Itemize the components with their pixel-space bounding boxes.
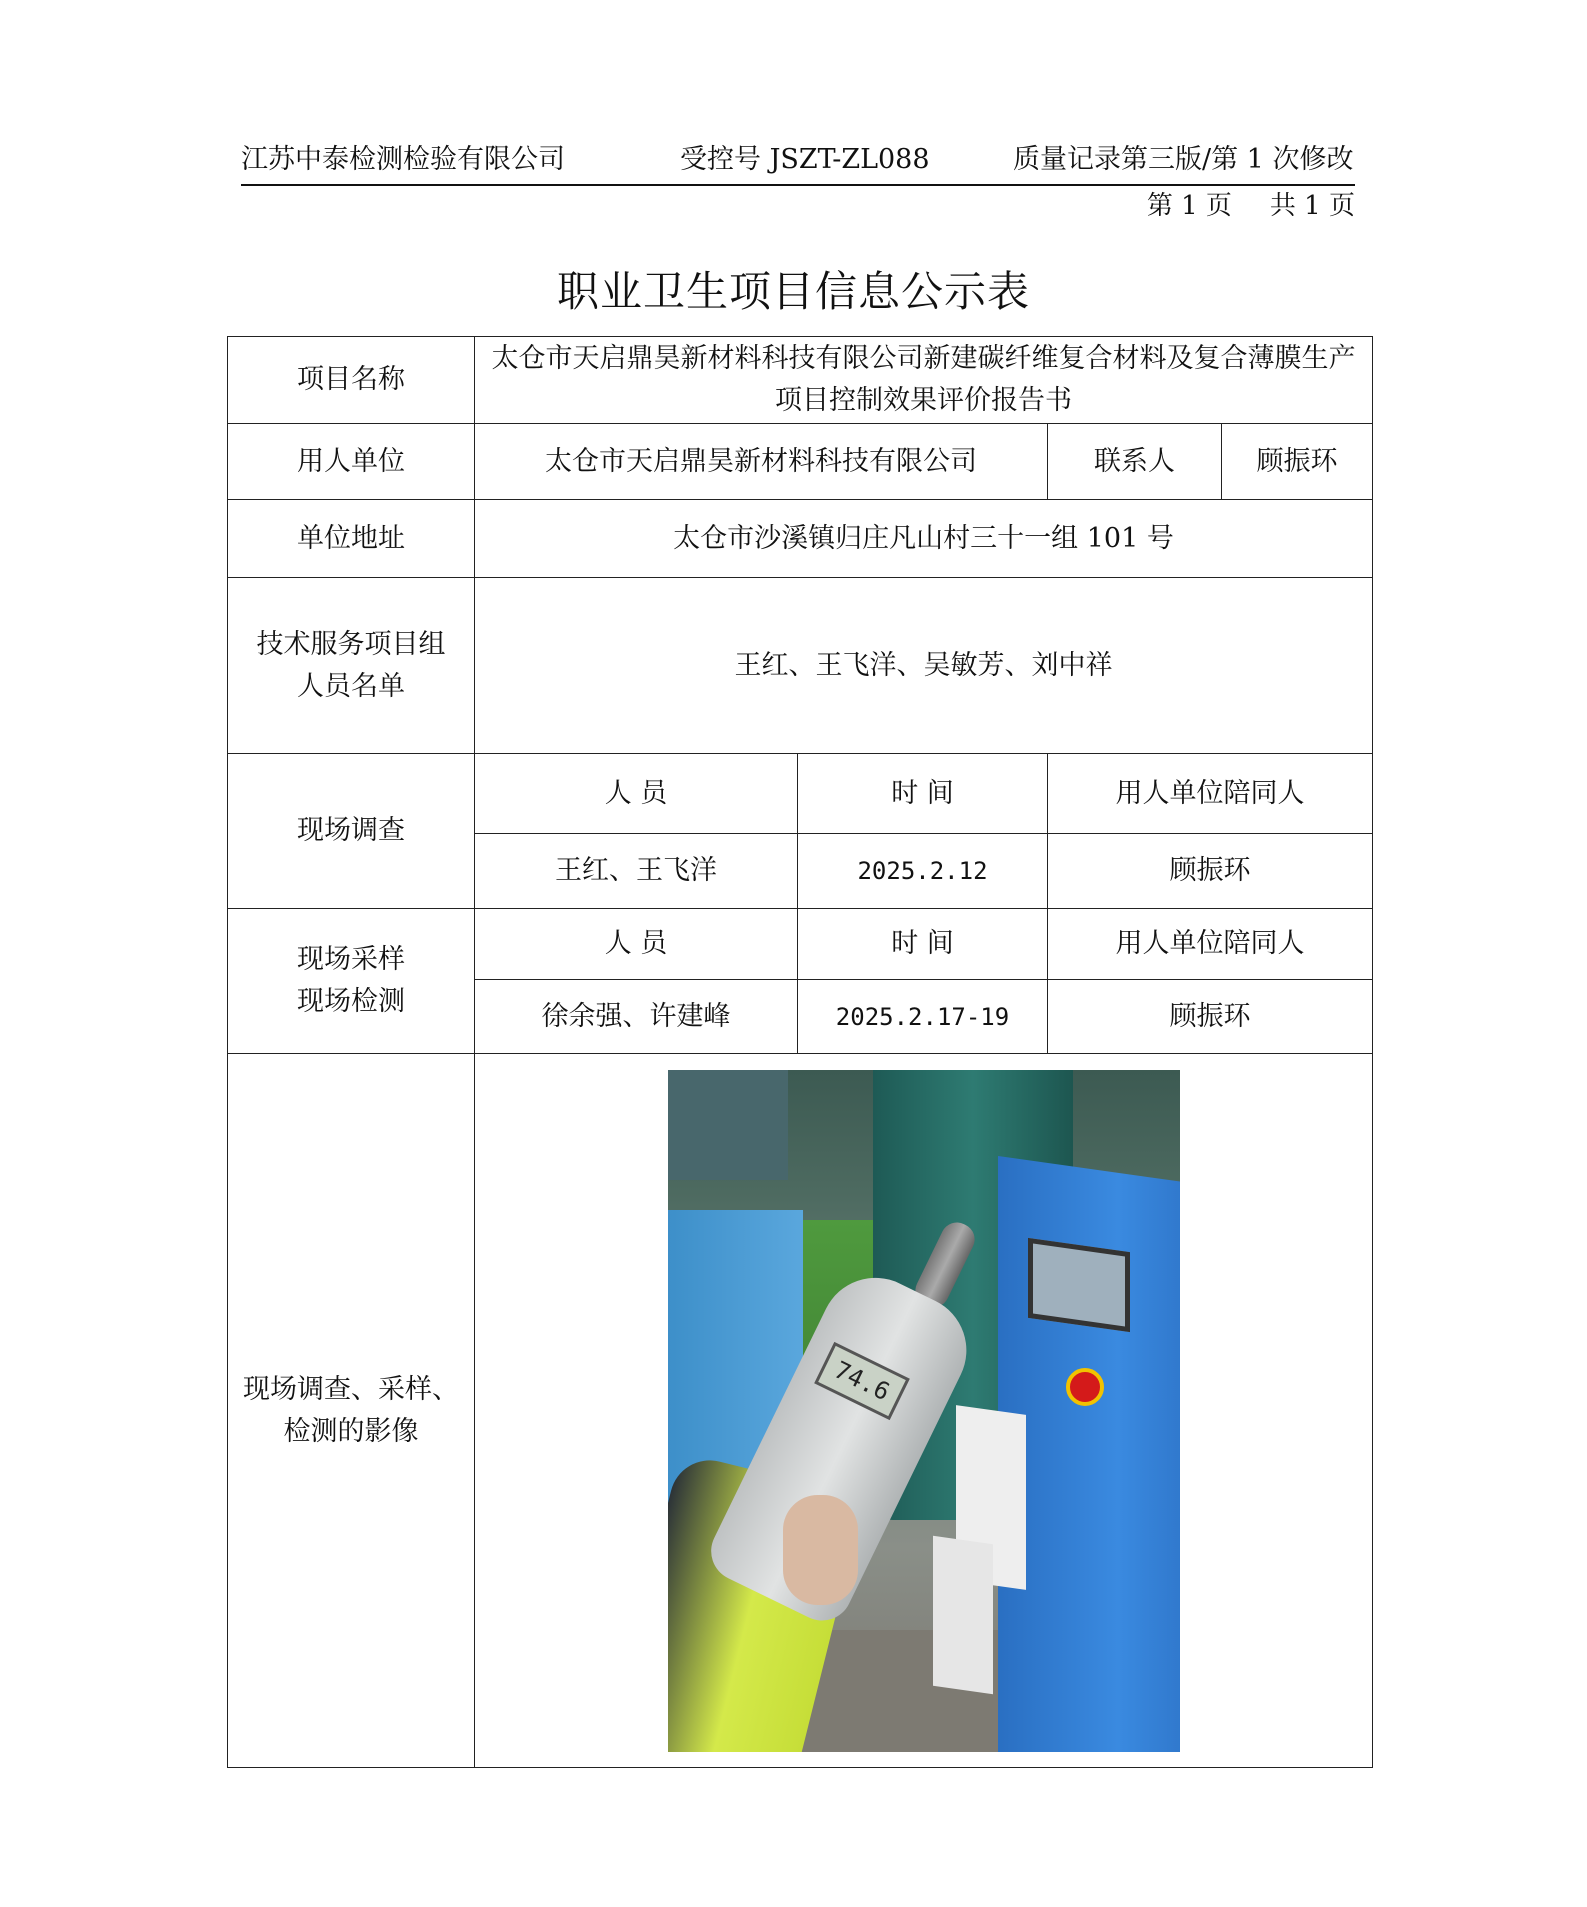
image-cell bbox=[475, 1054, 1373, 1768]
row-team bbox=[228, 578, 1373, 754]
photo-wall bbox=[668, 1070, 788, 1180]
header-rule bbox=[241, 184, 1355, 186]
document-title: 职业卫生项目信息公示表 bbox=[556, 267, 1030, 316]
row-employer bbox=[228, 424, 1373, 500]
survey-escort: 顾振环 bbox=[1048, 834, 1373, 909]
row-survey-header bbox=[228, 754, 1373, 834]
info-table bbox=[227, 336, 1373, 1768]
sampling-escort: 顾振环 bbox=[1048, 980, 1373, 1054]
page-number: 第 1 页 bbox=[1146, 191, 1232, 221]
address-label: 单位地址 bbox=[228, 500, 475, 578]
photo-meter-display: 74.6 bbox=[814, 1341, 910, 1419]
image-label: 现场调查、采样、检测的影像 bbox=[228, 1054, 475, 1768]
address-value: 太仓市沙溪镇归庄凡山村三十一组 101 号 bbox=[475, 500, 1373, 578]
row-address bbox=[228, 500, 1373, 578]
header-control-number: 受控号 JSZT-ZL088 bbox=[680, 144, 930, 175]
survey-personnel: 王红、王飞洋 bbox=[475, 834, 798, 909]
project-name-label: 项目名称 bbox=[228, 337, 475, 424]
survey-header-escort: 用人单位陪同人 bbox=[1048, 754, 1373, 834]
sampling-label-line2: 现场检测 bbox=[297, 986, 405, 1017]
employer-label: 用人单位 bbox=[228, 424, 475, 500]
contact-value: 顾振环 bbox=[1222, 424, 1373, 500]
header-version: 质量记录第三版/第 1 次修改 bbox=[1013, 144, 1354, 175]
photo-nameplate bbox=[933, 1535, 993, 1693]
site-photo bbox=[668, 1070, 1180, 1752]
employer-value: 太仓市天启鼎昊新材料科技有限公司 bbox=[475, 424, 1048, 500]
photo-hand bbox=[783, 1495, 858, 1605]
sampling-label bbox=[228, 909, 475, 1054]
sampling-label-line1: 现场采样 bbox=[297, 944, 405, 975]
survey-time: 2025.2.12 bbox=[798, 834, 1048, 909]
sampling-header-personnel: 人 员 bbox=[475, 909, 798, 980]
team-value: 王红、王飞洋、吴敏芳、刘中祥 bbox=[475, 578, 1373, 754]
survey-header-personnel: 人 员 bbox=[475, 754, 798, 834]
project-name-value: 太仓市天启鼎昊新材料科技有限公司新建碳纤维复合材料及复合薄膜生产项目控制效果评价报告书 bbox=[475, 337, 1373, 424]
survey-header-time: 时 间 bbox=[798, 754, 1048, 834]
team-label: 技术服务项目组人员名单 bbox=[228, 578, 475, 754]
sampling-header-escort: 用人单位陪同人 bbox=[1048, 909, 1373, 980]
sampling-time: 2025.2.17-19 bbox=[798, 980, 1048, 1054]
row-sampling-header bbox=[228, 909, 1373, 980]
page-total: 共 1 页 bbox=[1269, 191, 1355, 221]
photo-control-screen bbox=[1028, 1237, 1130, 1331]
page-info bbox=[1147, 189, 1355, 223]
row-images bbox=[228, 1054, 1373, 1768]
header-company: 江苏中泰检测检验有限公司 bbox=[241, 144, 565, 175]
sampling-header-time: 时 间 bbox=[798, 909, 1048, 980]
photo-emergency-stop bbox=[1066, 1368, 1104, 1406]
survey-label: 现场调查 bbox=[228, 754, 475, 909]
contact-label: 联系人 bbox=[1048, 424, 1222, 500]
sampling-personnel: 徐余强、许建峰 bbox=[475, 980, 798, 1054]
row-project-name bbox=[228, 337, 1373, 424]
